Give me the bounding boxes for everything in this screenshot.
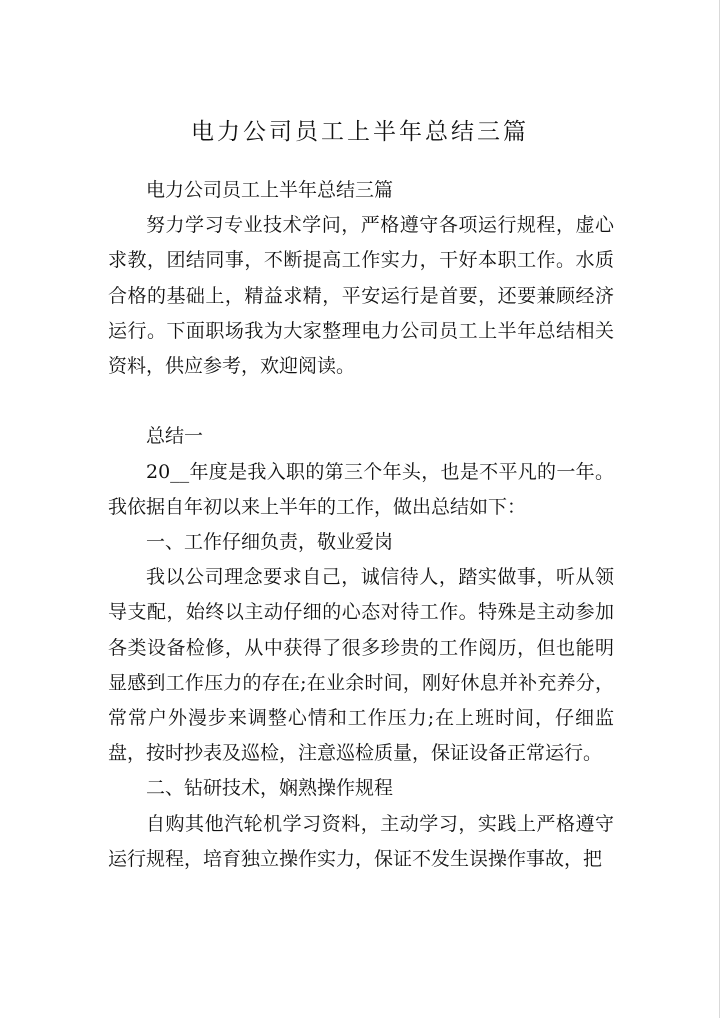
section-heading-1: 总结一 <box>146 425 204 448</box>
blank-line <box>108 384 614 419</box>
intro-paragraph: 努力学习专业技术学问，严格遵守各项运行规程，虚心求教，团结同事，不断提高工作实力，干好本职工作。水质合格的基础上，精益求精，平安运行是首要，还要兼顾经济运行。下面职场我为大家整理电力公司员工上半年总结相关资料，供应参考，欢迎阅读。 <box>108 214 614 378</box>
point-2-heading: 二、钻研技术，娴熟操作规程 <box>146 777 394 800</box>
section-1-paragraph: 20__年度是我入职的第三个年头，也是不平凡的一年。我依据自年初以来上半年的工作，做出总结如下： <box>108 460 614 518</box>
point-1-heading: 一、工作仔细负责，敬业爱岗 <box>146 531 394 554</box>
point-2-paragraph: 自购其他汽轮机学习资料，主动学习，实践上严格遵守运行规程，培育独立操作实力，保证不发生误操作事故，把 <box>108 812 614 870</box>
document-body <box>108 173 614 877</box>
document-title: 电力公司员工上半年总结三篇 <box>191 119 529 145</box>
point-1-paragraph: 我以公司理念要求自己，诚信待人，踏实做事，听从领导支配，始终以主动仔细的心态对待工作。特殊是主动参加各类设备检修，从中获得了很多珍贵的工作阅历，但也能明显感到工作压力的存在;在业余时间，刚好休息并补充养分，常常户外漫步来调整心情和工作压力;在上班时间，仔细监盘，按时抄表及巡检，注意巡检质量，保证设备正常运行。 <box>108 566 614 765</box>
document-subtitle: 电力公司员工上半年总结三篇 <box>146 179 394 201</box>
